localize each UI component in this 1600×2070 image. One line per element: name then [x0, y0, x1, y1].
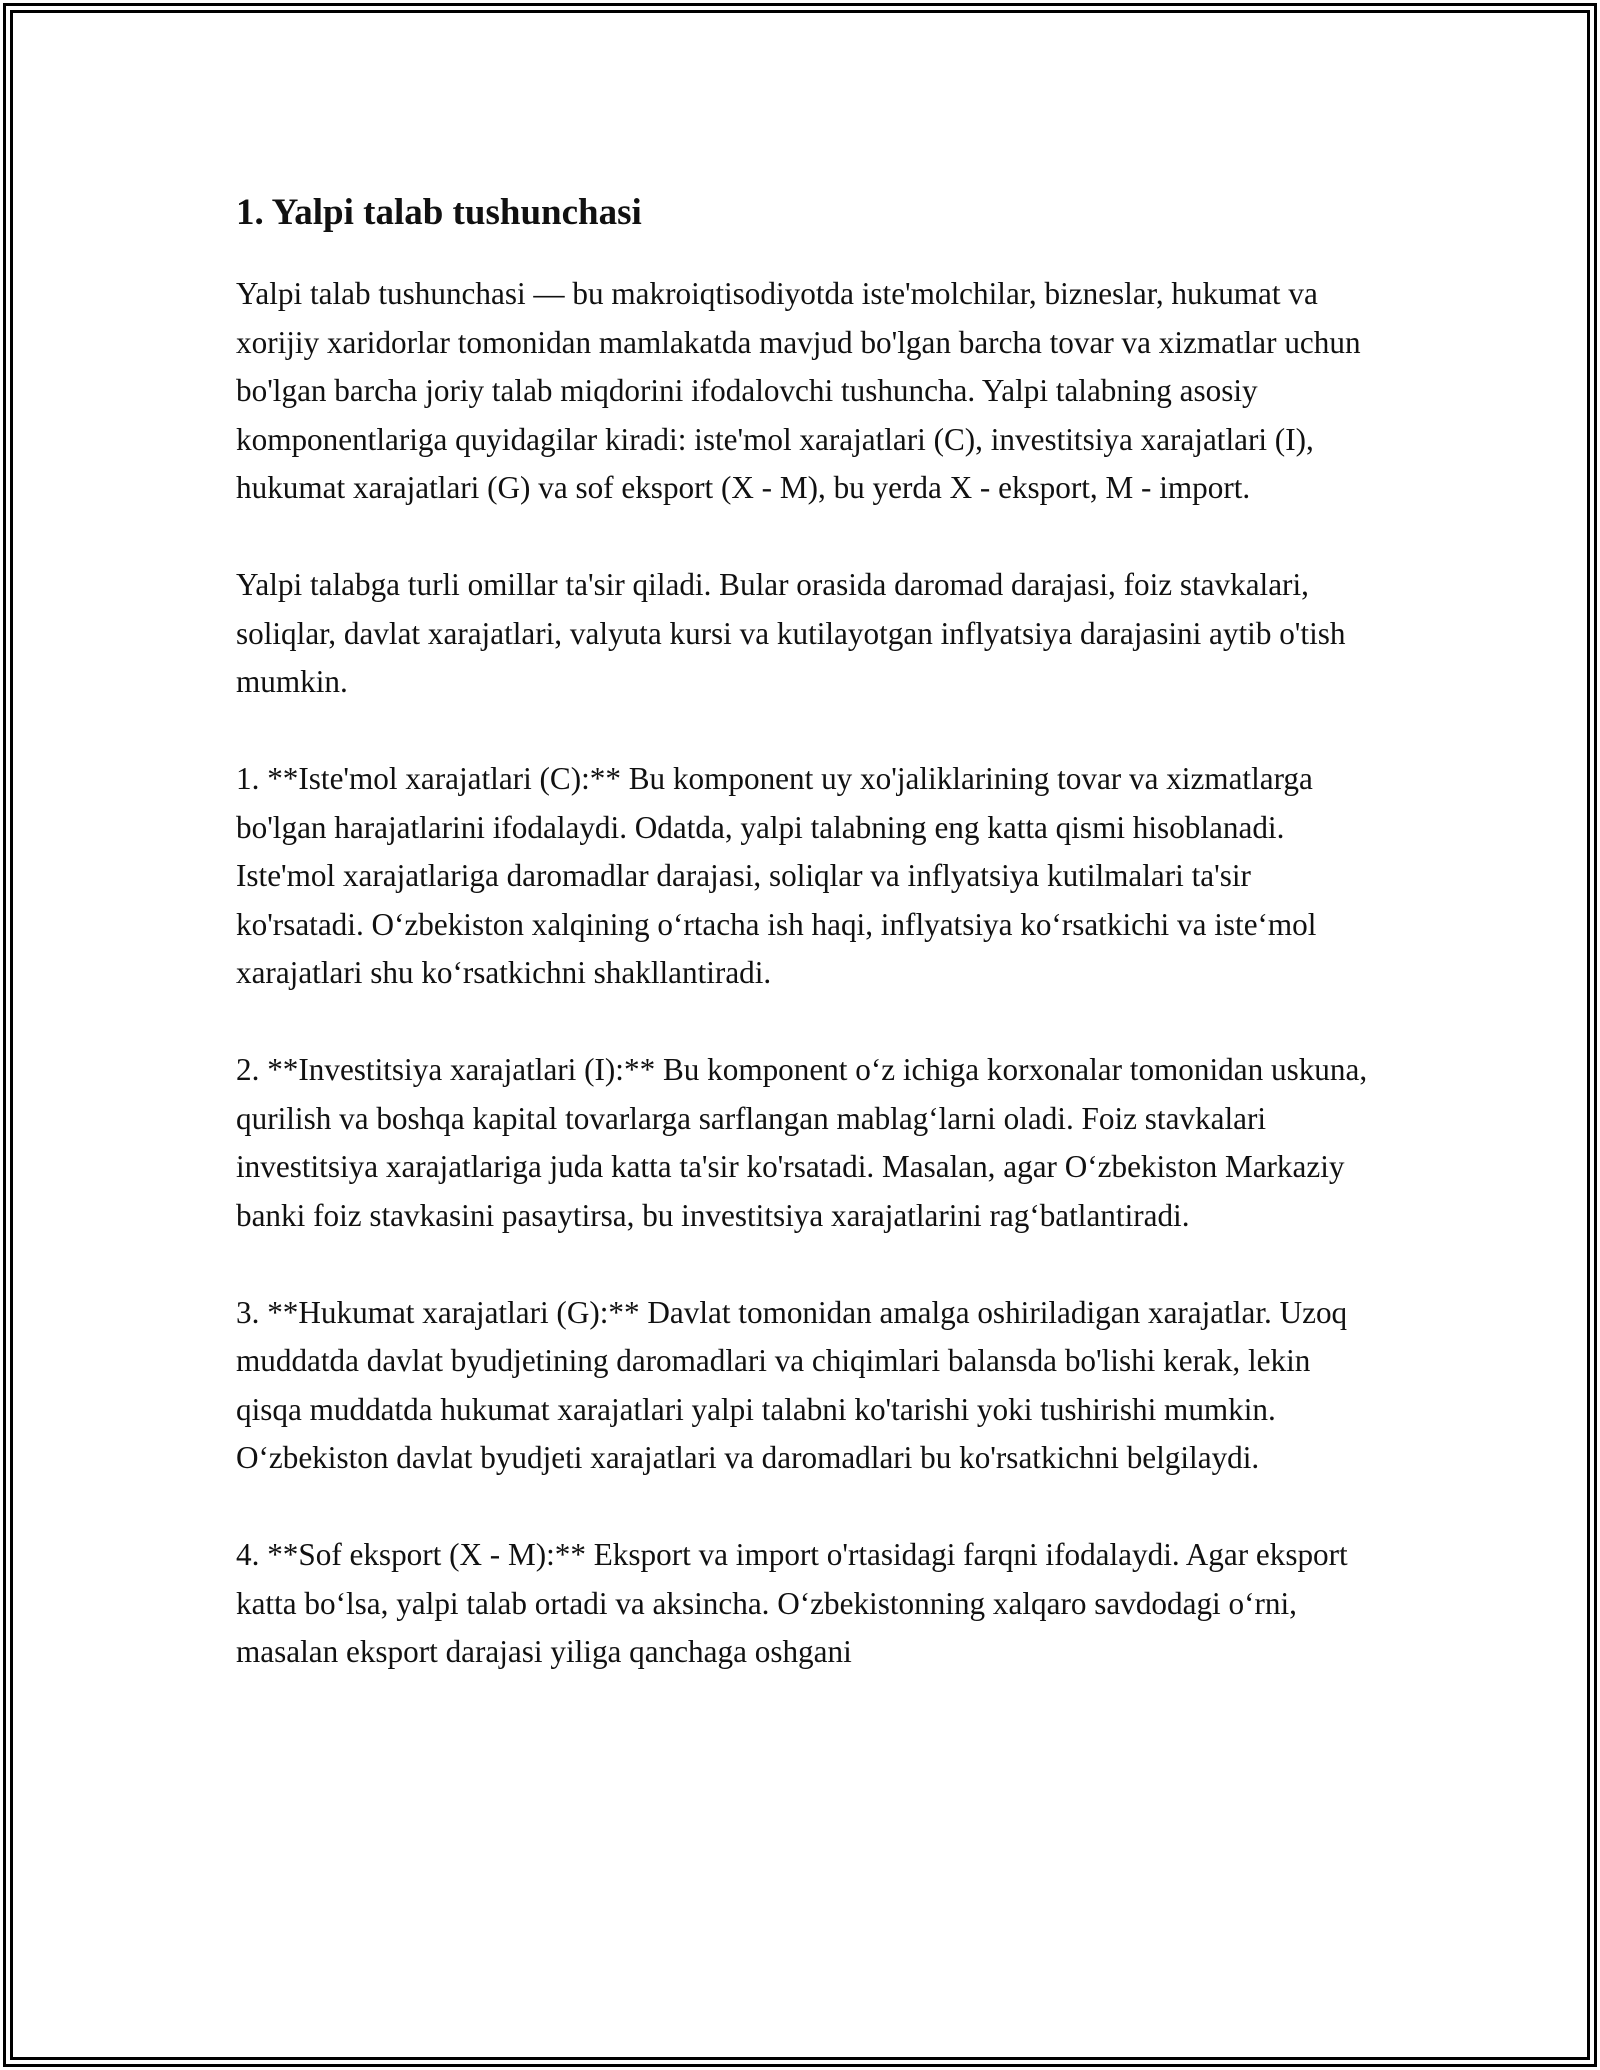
paragraph-investment: 2. **Investitsiya xarajatlari (I):** Bu komponent o‘z ichiga korxonalar tomonidan uskuna, qurilish va boshqa kapital tovarlarga sarflangan mablag‘larni oladi. Foiz stavkalari investitsiya xarajatlariga juda katta ta'sir ko'rsatadi. Masalan, agar O‘zbekiston Markaziy banki foiz stavkasini pasaytirsa, bu investitsiya xarajatlarini rag‘batlantiradi.: [236, 1052, 1368, 1233]
paragraph-government: 3. **Hukumat xarajatlari (G):** Davlat tomonidan amalga oshiriladigan xarajatlar. Uzoq muddatda davlat byudjetining daromadlari va chiqimlari balansda bo'lishi kerak, lekin qisqa muddatda hukumat xarajatlari yalpi talabni ko'tarishi yoki tushirishi mumkin. O‘zbekiston davlat byudjeti xarajatlari va daromadlari bu ko'rsatkichni belgilaydi.: [236, 1294, 1348, 1475]
paragraph-consumption: 1. **Iste'mol xarajatlari (C):** Bu komponent uy xo'jaliklarining tovar va xizmatlarga bo'lgan harajatlarini ifodalaydi. Odatda, yalpi talabning eng katta qismi hisoblanadi. Iste'mol xarajatlariga daromadlar darajasi, soliqlar va inflyatsiya kutilmalari ta'sir ko'rsatadi. O‘zbekiston xalqining o‘rtacha ish haqi, inflyatsiya ko‘rsatkichi va iste‘mol xarajatlari shu ko‘rsatkichni shakllantiradi.: [236, 761, 1317, 990]
paragraph-factors: Yalpi talabga turli omillar ta'sir qiladi. Bular orasida daromad darajasi, foiz stavkalari, soliqlar, davlat xarajatlari, valyuta kursi va kutilayotgan inflyatsiya darajasini aytib o'tish mumkin.: [236, 567, 1346, 699]
paragraph-intro: Yalpi talab tushunchasi — bu makroiqtisodiyotda iste'molchilar, bizneslar, hukumat va xorijiy xaridorlar tomonidan mamlakatda mavjud bo'lgan barcha tovar va xizmatlar uchun bo'lgan barcha joriy talab miqdorini ifodalovchi tushuncha. Yalpi talabning asosiy komponentlariga quyidagilar kiradi: iste'mol xarajatlari (C), investitsiya xarajatlari (I), hukumat xarajatlari (G) va sof eksport (X - M), bu yerda X - eksport, M - import.: [236, 276, 1361, 505]
paragraph-net-export: 4. **Sof eksport (X - M):** Eksport va import o'rtasidagi farqni ifodalaydi. Agar eksport katta bo‘lsa, yalpi talab ortadi va aksincha. O‘zbekistonning xalqaro savdodagi o‘rni, masalan eksport darajasi yiliga qanchaga oshgani: [236, 1537, 1348, 1669]
document-body: [236, 186, 1376, 1677]
section-heading: 1. Yalpi talab tushunchasi: [236, 192, 642, 233]
